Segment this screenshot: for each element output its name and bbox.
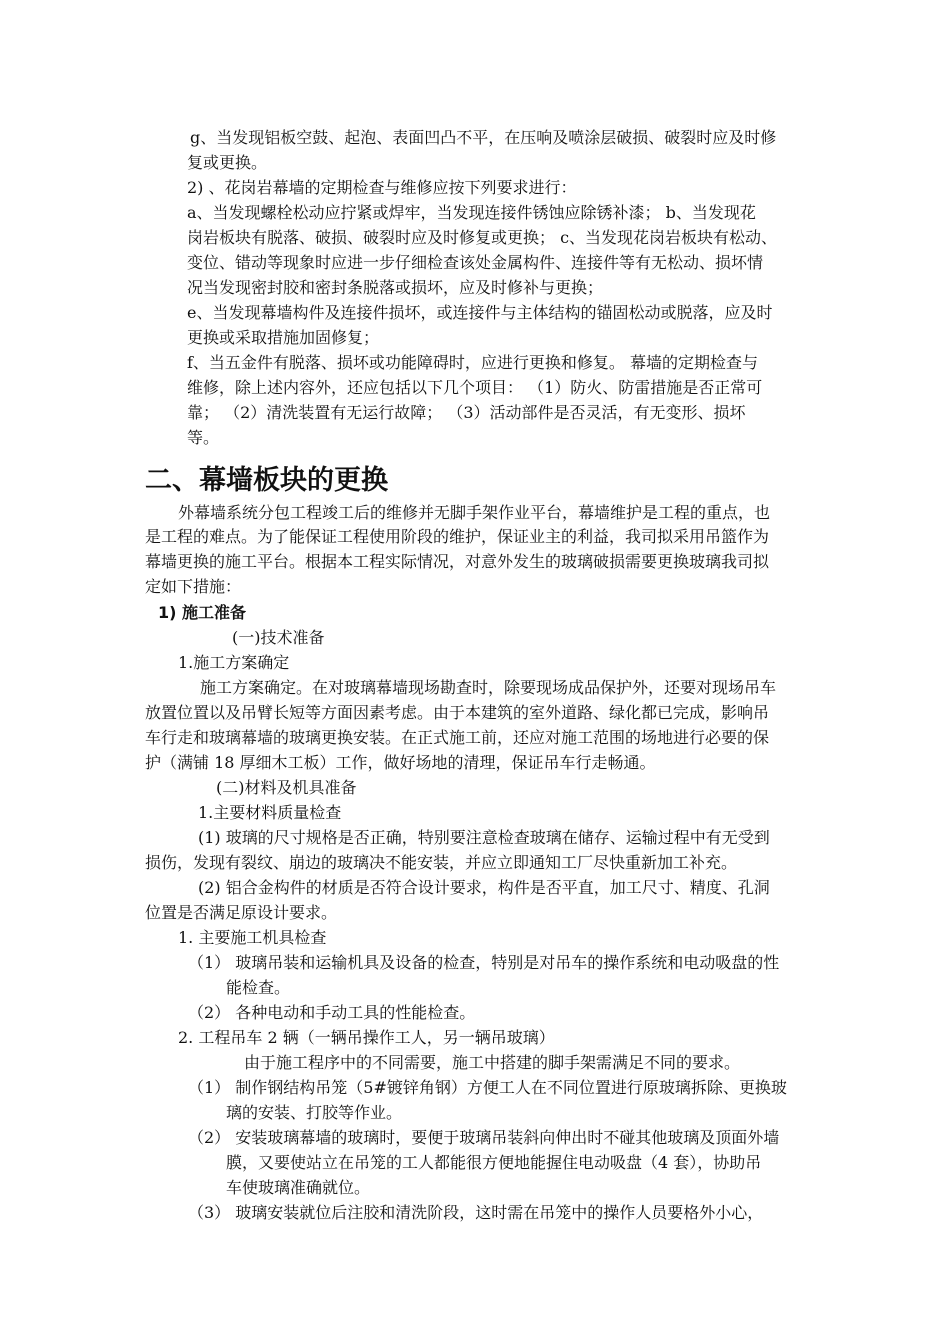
text-line: 维修，除上述内容外，还应包括以下几个项目： （1）防火、防雷措施是否正常可 <box>187 378 763 397</box>
subsection-title: 1.主要材料质量检查 <box>198 803 342 822</box>
text-line: a、当发现螺栓松动应拧紧或焊牢，当发现连接件锈蚀应除锈补漆； b、当发现花 <box>187 203 756 222</box>
subsection-title: 2. 工程吊车 2 辆（一辆吊操作工人，另一辆吊玻璃） <box>178 1028 555 1047</box>
text-line: 护（满铺 18 厚细木工板）工作，做好场地的清理，保证吊车行走畅通。 <box>145 753 656 772</box>
text-line: 靠； （2）清洗装置有无运行故障； （3）活动部件是否灵活，有无变形、损坏 <box>187 403 746 422</box>
section-heading: 二、幕墙板块的更换 <box>145 465 388 496</box>
text-line: e、当发现幕墙构件及连接件损坏，或连接件与主体结构的锚固松动或脱落，应及时 <box>187 303 773 322</box>
text-line: 由于施工程序中的不同需要，施工中搭建的脚手架需满足不同的要求。 <box>244 1053 741 1072</box>
text-line: f、当五金件有脱落、损坏或功能障碍时，应进行更换和修复。 幕墙的定期检查与 <box>187 353 759 372</box>
subsection-title: 1) 施工准备 <box>158 603 247 622</box>
text-line: 幕墙更换的施工平台。根据本工程实际情况，对意外发生的玻璃破损需要更换玻璃我司拟 <box>145 552 770 571</box>
list-item: （1） 制作钢结构吊笼（5#镀锌角钢）方便工人在不同位置进行原玻璃拆除、更换玻 <box>188 1078 787 1097</box>
text-line: 复或更换。 <box>187 153 268 172</box>
text-line: 损伤，发现有裂纹、崩边的玻璃决不能安装，并应立即通知工厂尽快重新加工补充。 <box>145 853 738 872</box>
list-item: 璃的安装、打胶等作业。 <box>226 1103 403 1122</box>
list-item: 能检查。 <box>226 978 291 997</box>
subsection-title: (一)技术准备 <box>232 628 325 647</box>
text-line: 定如下措施： <box>145 577 242 596</box>
list-item: （2） 安装玻璃幕墙的玻璃时，要便于玻璃吊装斜向伸出时不碰其他玻璃及顶面外墙 <box>188 1128 780 1147</box>
text-line: 变位、错动等现象时应进一步仔细检查该处金属构件、连接件等有无松动、损坏情 <box>187 253 764 272</box>
text-line: 放置位置以及吊臂长短等方面因素考虑。由于本建筑的室外道路、绿化都已完成，影响吊 <box>145 703 770 722</box>
text-line: 等。 <box>187 428 220 447</box>
text-line: g、当发现铝板空鼓、起泡、表面凹凸不平，在压响及喷涂层破损、破裂时应及时修 <box>190 128 777 147</box>
text-line: 外幕墙系统分包工程竣工后的维修并无脚手架作业平台，幕墙维护是工程的重点，也 <box>178 503 771 522</box>
text-line: (1) 玻璃的尺寸规格是否正确，特别要注意检查玻璃在储存、运输过程中有无受到 <box>198 828 770 847</box>
text-line: (2) 铝合金构件的材质是否符合设计要求，构件是否平直，加工尺寸、精度、孔洞 <box>198 878 770 897</box>
text-line: 位置是否满足原设计要求。 <box>145 903 338 922</box>
text-line: 更换或采取措施加固修复； <box>187 328 380 347</box>
subsection-title: 1. 主要施工机具检查 <box>178 928 327 947</box>
list-item: （1） 玻璃吊装和运输机具及设备的检查，特别是对吊车的操作系统和电动吸盘的性 <box>188 953 780 972</box>
text-line: 岗岩板块有脱落、破损、破裂时应及时修复或更换； c、当发现花岗岩板块有松动、 <box>187 228 778 247</box>
text-line: 2) 、花岗岩幕墙的定期检查与维修应按下列要求进行： <box>187 178 577 197</box>
text-line: 施工方案确定。在对玻璃幕墙现场勘查时，除要现场成品保护外，还要对现场吊车 <box>200 678 777 697</box>
subsection-title: 1.施工方案确定 <box>178 653 290 672</box>
text-line: 况当发现密封胶和密封条脱落或损坏，应及时修补与更换； <box>187 278 604 297</box>
list-item: （3） 玻璃安装就位后注胶和清洗阶段，这时需在吊笼中的操作人员要格外小心， <box>188 1203 764 1222</box>
list-item: 膜，又要使站立在吊笼的工人都能很方便地能握住电动吸盘（4 套），协助吊 <box>226 1153 762 1172</box>
list-item: 车使玻璃准确就位。 <box>226 1178 371 1197</box>
text-line: 是工程的难点。为了能保证工程使用阶段的维护，保证业主的利益，我司拟采用吊篮作为 <box>145 527 770 546</box>
list-item: （2） 各种电动和手动工具的性能检查。 <box>188 1003 476 1022</box>
text-line: 车行走和玻璃幕墙的玻璃更换安装。在正式施工前，还应对施工范围的场地进行必要的保 <box>145 728 770 747</box>
subsection-title: (二)材料及机具准备 <box>216 778 357 797</box>
